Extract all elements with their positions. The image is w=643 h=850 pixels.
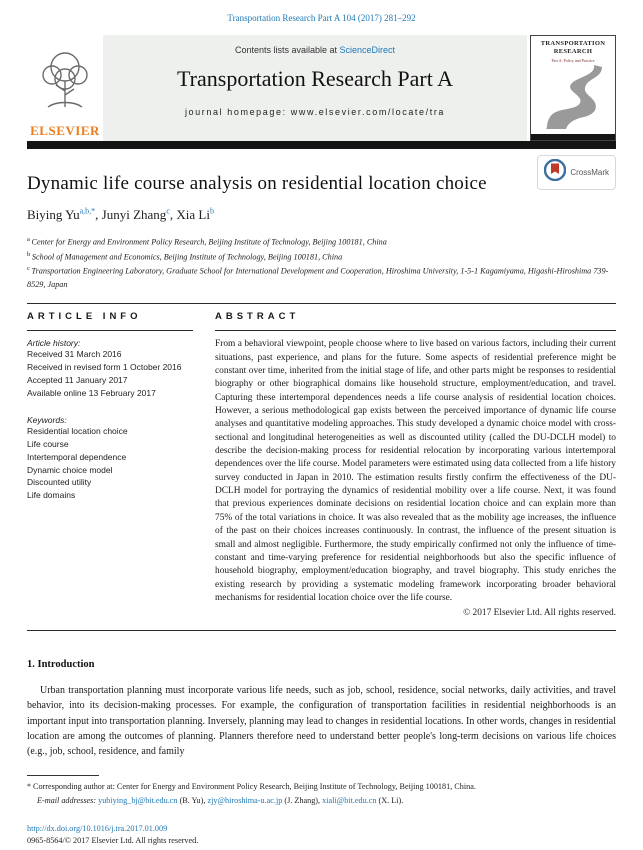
- abstract-copyright: © 2017 Elsevier Ltd. All rights reserved.: [463, 608, 616, 619]
- abstract-rule: [215, 330, 616, 331]
- article-info-heading: ARTICLE INFO: [27, 311, 142, 323]
- paper-title: Dynamic life course analysis on residential location choice: [27, 173, 487, 194]
- contents-line: [103, 45, 527, 55]
- corresponding-author-note: * Corresponding author at: Center for Energy and Environment Policy Research, Beijing Institute of Technology, Beijing 100181, China.: [27, 782, 476, 792]
- author-affil-sup[interactable]: b: [209, 207, 214, 216]
- keyword: Life course: [27, 439, 69, 450]
- email-label: E-mail addresses:: [37, 795, 99, 805]
- crossmark-icon: [544, 159, 566, 186]
- winding-road-icon: [531, 65, 615, 134]
- abstract-text: From a behavioral viewpoint, people choose where to live based on various factors, including their current situations, past experience, and plans for the future. Some aspects of residential preference might be constant over time, inherited from the initial stage of life, and other parts might be responses to residential biography or other biographical domains like household structure, employment/education, and travel. Capturing these intertemporal dependences needs a life course analysis of residential location choices. However, a serious methodological gap exists between the perceived importance of dynamic life course analyses and quantitative modeling approaches. This study developed a dynamic choice model with cross-sectional and longitudinal heterogeneities as well as discounted utility (called the DU-DCLH model) to describe the decision-making process for residential relocation by incorporating various intertemporal dependences over the life course. Model parameters were estimated using data collected from a life history survey conducted in Japan in 2010. The estimation results firstly confirm the effectiveness of the DU-DCLH model for portraying the dynamics of residential mobility over a life course. Next, it was found that previous experiences dominate decisions on residential location choice and can explain more than 75% of the total variations in choice. It was also revealed that as the mobility age increases, the influence of the past on their choices increases continuously. In contrast, the influence of the present situation is small and almost negligible. Furthermore, the study empirically confirmed not only the influence of time-constant and time-varying preference for residential neighborhoods but also the specific influence of household biography, employment/education biography, and travel biography. This study enriches the existing research by providing a systematic modeling framework incorporating broader behavioral mechanisms for residential location choice over the life course.: [215, 339, 616, 603]
- keyword: Discounted utility: [27, 477, 92, 488]
- history-label: Article history:: [27, 338, 81, 349]
- header-divider-bar: [27, 141, 616, 149]
- keyword-lines: [27, 425, 193, 502]
- author-affil-sup[interactable]: c: [166, 207, 170, 216]
- history-lines: [27, 348, 193, 399]
- keywords-label: Keywords:: [27, 415, 67, 426]
- history-line: Accepted 11 January 2017: [27, 374, 128, 385]
- history-line: Received 31 March 2016: [27, 349, 122, 360]
- contents-line-prefix: Contents lists available at: [234, 45, 340, 55]
- title-row: [27, 149, 616, 223]
- affiliations: [27, 235, 616, 291]
- journal-citation: Transportation Research Part A 104 (2017) 281–292: [227, 13, 416, 23]
- article-info-rule: [27, 330, 193, 331]
- introduction-heading: 1. Introduction: [27, 659, 95, 671]
- homepage-label: journal homepage:: [184, 107, 291, 117]
- email-link[interactable]: xiali@bit.edu.cn: [322, 795, 377, 805]
- author: Junyi Zhang$^c$,: [101, 207, 177, 223]
- homepage-line: [103, 107, 527, 117]
- elsevier-tree-icon: [36, 45, 94, 122]
- journal-cover-thumbnail: [530, 35, 616, 141]
- affiliation: $^c$ Transportation Engineering Laboratory, Graduate School for International Development and Cooperation, Hiroshima University, 1-5-1 Kagamiyama, Higashi-Hiroshima 739-8529, Japan: [27, 265, 609, 289]
- keyword: Dynamic choice model: [27, 464, 113, 475]
- keyword: Residential location choice: [27, 426, 128, 437]
- section-rule-top: [27, 303, 616, 304]
- keyword: Intertemporal dependence: [27, 451, 127, 462]
- history-line: Received in revised form 1 October 2016: [27, 362, 182, 373]
- elsevier-logo: [27, 35, 103, 141]
- affiliation: $^b$ School of Management and Economics, Beijing Institute of Technology, Beijing 100181, China: [27, 250, 343, 262]
- banner-center: [103, 35, 527, 141]
- journal-header-banner: [27, 35, 616, 141]
- author: Xia Li$^b$: [176, 207, 214, 223]
- email-addresses-line: E-mail addresses: yubiying_bj@bit.edu.cn (B. Yu), zjy@hiroshima-u.ac.jp (J. Zhang), xiali@bit.edu.cn (X. Li).: [37, 795, 404, 805]
- article-info-column: [27, 311, 215, 618]
- elsevier-wordmark: ELSEVIER: [30, 123, 100, 138]
- abstract-column: [215, 311, 616, 618]
- cover-title: TRANSPORTATION RESEARCH: [540, 40, 606, 55]
- email-link[interactable]: zjy@hiroshima-u.ac.jp: [207, 795, 283, 805]
- section-rule-bottom: [27, 630, 616, 631]
- sciencedirect-link[interactable]: ScienceDirect: [339, 45, 396, 55]
- keyword: Life domains: [27, 490, 76, 501]
- issn-copyright-line: 0965-8564/© 2017 Elsevier Ltd. All rights reserved.: [27, 836, 199, 846]
- homepage-url-link[interactable]: www.elsevier.com/locate/tra: [290, 107, 446, 117]
- history-line: Available online 13 February 2017: [27, 387, 156, 398]
- doi-link[interactable]: http://dx.doi.org/10.1016/j.tra.2017.01.009: [27, 824, 168, 834]
- author-affil-sup[interactable]: a,b,*: [79, 207, 96, 216]
- cover-subtitle: Part A: Policy and Practice: [551, 57, 595, 63]
- footnote-marker: *: [27, 782, 33, 792]
- footnote-rule: [27, 775, 99, 776]
- affiliation: $^a$ Center for Energy and Environment Policy Research, Beijing Institute of Technology, Beijing 100181, China: [27, 236, 387, 248]
- footnote-block: [27, 775, 616, 807]
- author-line: [27, 207, 537, 223]
- cover-bottom-bar: [531, 134, 615, 140]
- info-abstract-grid: [27, 311, 616, 618]
- journal-title: Transportation Research Part A: [177, 66, 453, 91]
- author: Biying $Yu^{a,b,*}$,: [27, 207, 102, 223]
- keywords-block: [27, 415, 193, 502]
- crossmark-badge[interactable]: [537, 155, 616, 190]
- crossmark-label: CrossMark: [570, 168, 609, 177]
- page-footer: [27, 823, 616, 848]
- introduction-paragraph: Urban transportation planning must incorporate various life needs, such as job, school, residence, social networks, daily activities, and travel behavior, into its decision-making processes. For example, the configuration of transportation facilities in residential neighborhoods is an important input into transportation planning. Inversely, planning may lead to changes in residential locations. In other words, changes in residential location are among the outcomes of planning. Planners therefore need to understand better people's long-term decisions on various life choices (e.g., job, school, residence, and family: [27, 685, 616, 757]
- abstract-heading: ABSTRACT: [215, 311, 300, 323]
- email-link[interactable]: yubiying_bj@bit.edu.cn: [98, 795, 178, 805]
